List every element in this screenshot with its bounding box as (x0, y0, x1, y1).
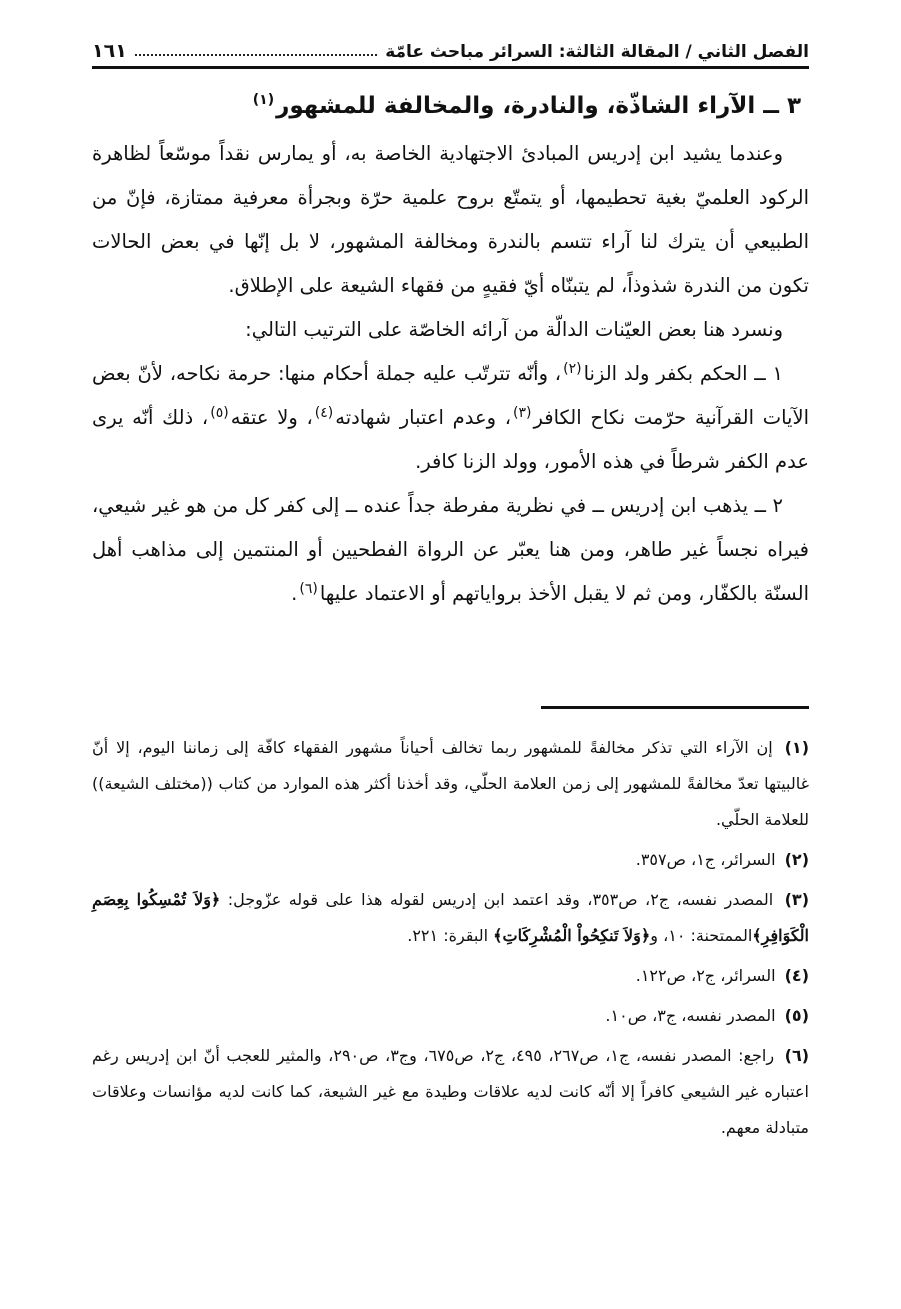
paragraph-text: . (291, 582, 298, 605)
footnote-number: (١) (784, 738, 809, 757)
paragraph-text: ١ ــ الحكم بكفر ولد الزنا (583, 362, 783, 385)
section-title-text: ٣ ــ الآراء الشاذّة، والنادرة، والمخالفة للمشهور (276, 93, 801, 119)
footnote-ref-6[interactable]: (٦) (299, 580, 318, 597)
paragraph-text: ، ولا عتقه (230, 406, 313, 429)
footnote-number: (٤) (784, 966, 809, 985)
paragraph-text: ، ذلك أنّه يرى عدم الكفر شرطاً في هذه الأمور، وولد الزنا كافر. (92, 406, 809, 473)
paragraph-text: ، وأنّه تترتّب عليه جملة أحكام منها: حرمة نكاحه، لأنّ بعض الآيات القرآنية حرّمت نكاح الكافر (92, 362, 810, 429)
header-rule (92, 66, 809, 69)
footnote-text: السرائر، ج٢، ص١٢٢. (635, 966, 776, 985)
footnote-ref-1[interactable]: (١) (252, 92, 275, 109)
footnote-text: إن الآراء التي تذكر مخالفةً للمشهور ربما تخالف أحياناً مشهور الفقهاء كافّة إلى زماننا اليوم، إلا أنّ غالبيتها تعدّ مخالفةً للمشهور إلى زمن العلامة الحلّي، وقد أخذنا أكثر هذه الموارد من كتاب ((مختلف الشيعة)) للعلامة الحلّي. (92, 738, 809, 829)
footnote-item (92, 958, 809, 994)
footnote-number: (٦) (784, 1046, 810, 1065)
footnote-separator (541, 706, 809, 709)
paragraph: وعندما يشيد ابن إدريس المبادئ الاجتهادية الخاصة به، أو يمارس نقداً موسّعاً لظاهرة الركود العلميّ بغية تحطيمها، أو يتمتّع بروح علمية حرّة وبجرأة معرفية ممتازة، فإنّ من الطبيعي أن يترك لنا آراء تتسم بالندرة ومخالفة المشهور، لا بل إنّها في بعض الحالات تكون من الندرة شذوذاً، لم يتبنّاه أيّ فقيهٍ من فقهاء الشيعة على الإطلاق. (92, 142, 809, 297)
running-header (92, 28, 809, 62)
footnote-ref-3[interactable]: (٣) (513, 404, 532, 421)
paragraph-text: ، وعدم اعتبار شهادته (335, 406, 512, 429)
quran-verse: ﴿وَلاَ تَنكِحُواْ الْمُشْرِكَاتِ﴾ (493, 926, 651, 945)
footnote-text: المصدر نفسه، ج٢، ص٣٥٣، وقد اعتمد ابن إدريس لقوله هذا على قوله عزّوجل: (220, 890, 774, 909)
footnote-ref-4[interactable]: (٤) (314, 404, 334, 421)
footnote-text: المصدر نفسه، ج٣، ص١٠. (605, 1006, 776, 1025)
main-text (92, 132, 809, 616)
paragraph (92, 484, 809, 616)
footnote-text: الممتحنة: ١٠، و (650, 926, 753, 945)
footnote-number: (٢) (784, 850, 809, 869)
footnote-text: راجع: المصدر نفسه، ج١، ص٢٦٧، ٤٩٥، ج٢، ص٦٧٥، وج٣، ص٢٩٠، والمثير للعجب أنّ ابن إدريس رغم اعتباره غير الشيعي كافراً إلا أنّه كانت لديه علاقات وطيدة مع غير الشيعة، كما كانت لديه مؤانسات وعلاقات متبادلة معهم. (92, 1046, 809, 1137)
footnotes (92, 730, 809, 1150)
footnote-text: البقرة: ٢٢١. (407, 926, 494, 945)
section-title (92, 86, 801, 126)
paragraph (92, 352, 809, 484)
chapter-title: الفصل الثاني / المقالة الثالثة: السرائر مباحث عامّة (385, 42, 809, 62)
footnote-item (92, 730, 809, 838)
footnote-item (92, 1038, 809, 1146)
page-number: ١٦١ (92, 40, 127, 62)
paragraph: ونسرد هنا بعض العيّنات الدالّة من آرائه الخاصّة على الترتيب التالي: (245, 318, 783, 341)
footnote-ref-2[interactable]: (٢) (563, 360, 582, 377)
footnote-ref-5[interactable]: (٥) (210, 404, 229, 421)
footnote-item (92, 998, 809, 1034)
footnote-item (92, 842, 809, 878)
footnote-number: (٣) (784, 890, 809, 909)
footnote-number: (٥) (784, 1006, 809, 1025)
leader-dots (135, 54, 377, 56)
footnote-item (92, 882, 809, 954)
footnote-text: السرائر، ج١، ص٣٥٧. (635, 850, 776, 869)
paragraph-text: ٢ ــ يذهب ابن إدريس ــ في نظرية مفرطة جداً عنده ــ إلى كفر كل من هو غير شيعي، فيراه نجساً غير طاهر، ومن هنا يعبّر عن الرواة الفطحيين أو المنتمين إلى مذاهب أهل السنّة بالكفّار، ومن ثم لا يقبل الأخذ برواياتهم أو الاعتماد عليها (92, 494, 809, 605)
quran-verse: ﴿وَلاَ تُمْسِكُوا بِعِصَمِ الْكَوَافِرِ﴾ (92, 890, 809, 945)
